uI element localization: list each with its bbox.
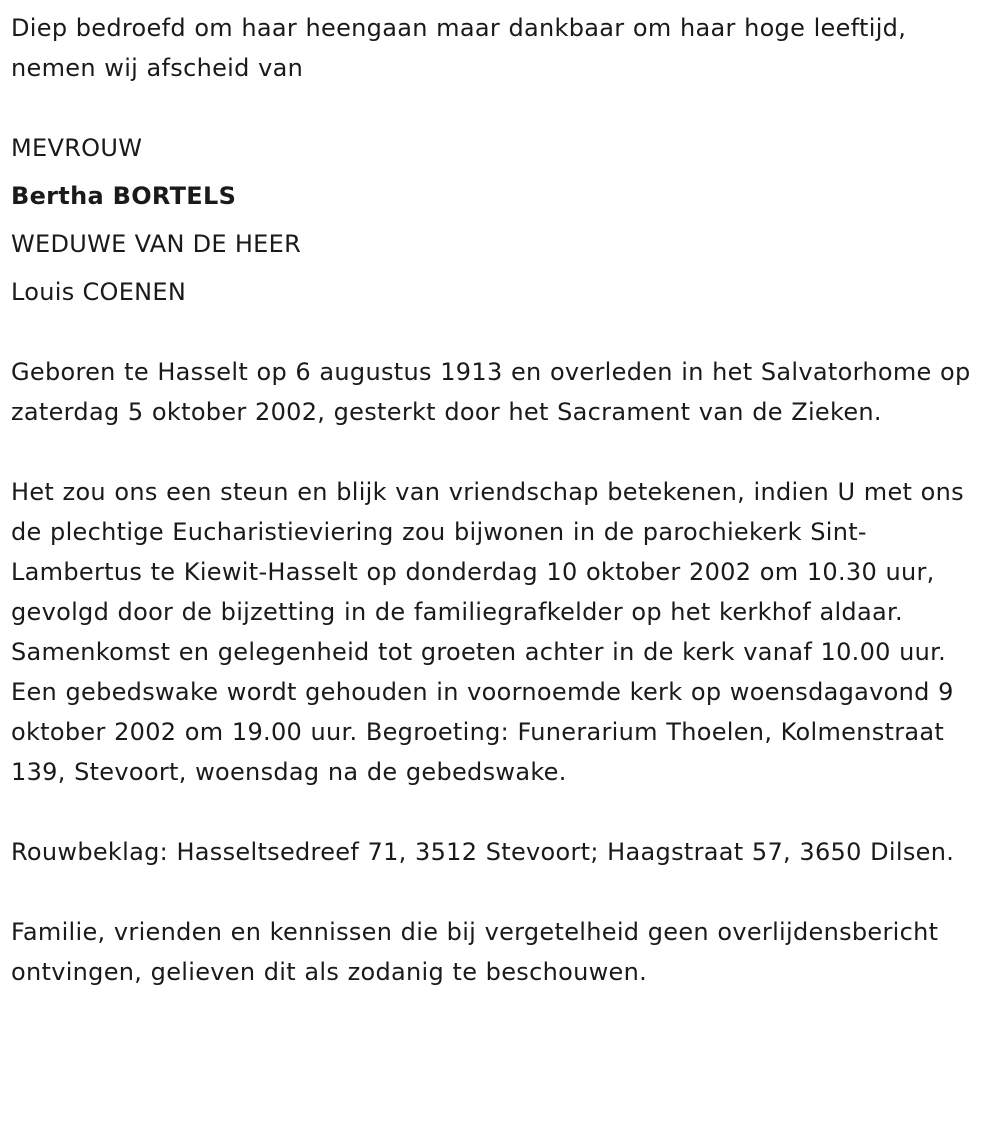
spacer bbox=[11, 872, 996, 912]
closing-paragraph: Familie, vrienden en kennissen die bij vergetelheid geen overlijdensbericht ontvingen, gelieven dit als zodanig te beschouwen. bbox=[11, 918, 939, 986]
honorific: MEVROUW bbox=[11, 134, 143, 162]
deceased-name: Bertha BORTELS bbox=[11, 182, 237, 210]
condolences-paragraph: Rouwbeklag: Hasseltsedreef 71, 3512 Stevoort; Haagstraat 57, 3650 Dilsen. bbox=[11, 838, 955, 866]
spacer bbox=[11, 312, 996, 352]
spouse-name: Louis COENEN bbox=[11, 278, 187, 306]
birth-death-paragraph: Geboren te Hasselt op 6 augustus 1913 en overleden in het Salvatorhome op zaterdag 5 oktober 2002, gesterkt door het Sacrament van de Zieken. bbox=[11, 358, 971, 426]
intro-paragraph: Diep bedroefd om haar heengaan maar dankbaar om haar hoge leeftijd, nemen wij afscheid van bbox=[11, 14, 907, 82]
ceremony-paragraph: Het zou ons een steun en blijk van vriendschap betekenen, indien U met ons de plechtige Eucharistieviering zou bijwonen in de parochiekerk Sint-Lambertus te Kiewit-Hasselt op donderdag 10 oktober 2002 om 10.30 uur, gevolgd door de bijzetting in de familiegrafkelder op het kerkhof aldaar. Samenkomst en gelegenheid tot groeten achter in de kerk vanaf 10.00 uur. Een gebedswake wordt gehouden in voornoemde kerk op woensdagavond 9 oktober 2002 om 19.00 uur. Begroeting: Funerarium Thoelen, Kolmenstraat 139, Stevoort, woensdag na de gebedswake. bbox=[11, 478, 964, 786]
obituary-document bbox=[11, 8, 996, 992]
spacer bbox=[11, 792, 996, 832]
relation-label: WEDUWE VAN DE HEER bbox=[11, 230, 302, 258]
spacer bbox=[11, 432, 996, 472]
spacer bbox=[11, 88, 996, 128]
deceased-block bbox=[11, 124, 996, 316]
